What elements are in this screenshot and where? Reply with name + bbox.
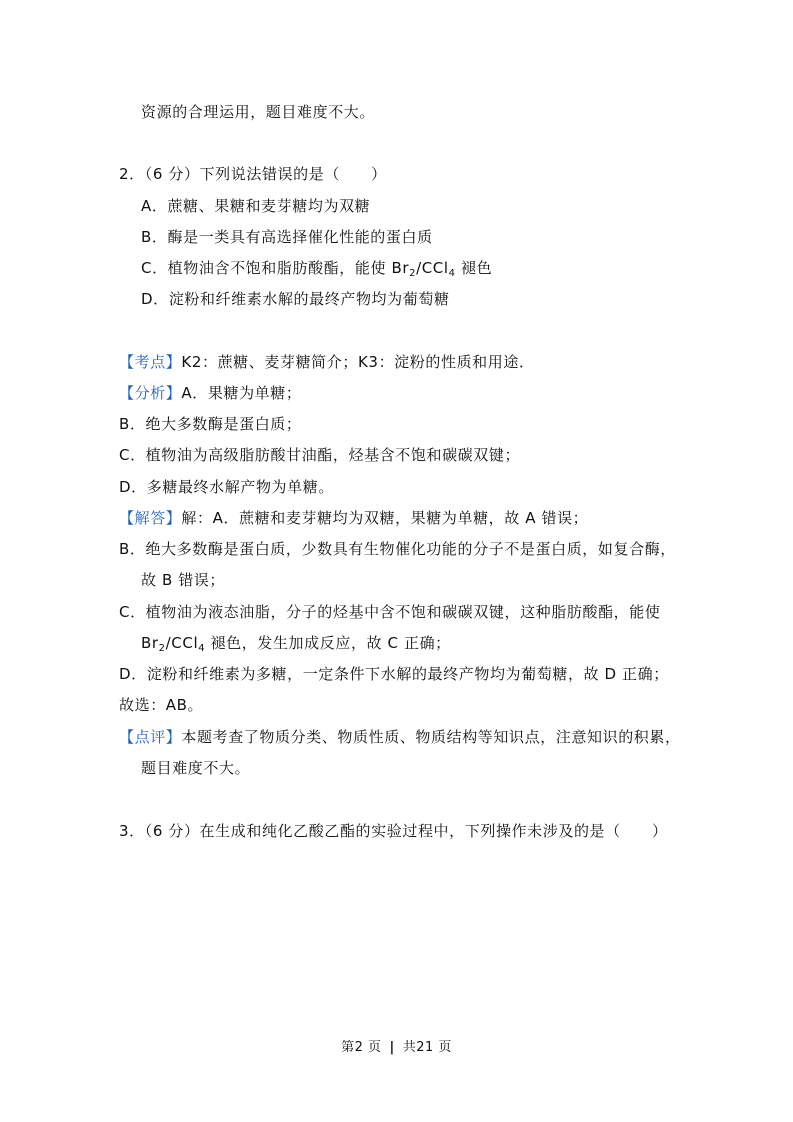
dianping-line-1 — [119, 726, 681, 748]
jieda-line-1 — [119, 507, 588, 529]
jieda-formula-ccl: /CCl — [165, 634, 199, 652]
option-c — [141, 257, 492, 279]
footer-separator: | — [389, 1040, 395, 1055]
jieda-line-4: C．植物油为液态油脂，分子的烃基中含不饱和碳碳双键，这种脂肪酸酯，能使 — [119, 603, 661, 621]
subscript-2: 2 — [158, 643, 166, 654]
kaodian-tag: 【考点】 — [119, 353, 182, 371]
option-b: B．酶是一类具有高选择催化性能的蛋白质 — [141, 228, 433, 246]
option-a: A．蔗糖、果糖和麦芽糖均为双糖 — [141, 197, 371, 215]
option-c-formula: /CCl — [416, 259, 449, 277]
jieda-text-1: 解：A．蔗糖和麦芽糖均为双糖，果糖为单糖，故 A 错误； — [181, 509, 589, 527]
subscript-4: 4 — [448, 268, 456, 279]
jieda-formula-br: Br — [141, 634, 159, 652]
fenxi-text-1: A．果糖为单糖； — [181, 384, 302, 402]
jieda-tag: 【解答】 — [119, 509, 182, 527]
question-3-stem: 3．（6 分）在生成和纯化乙酸乙酯的实验过程中，下列操作未涉及的是（ ） — [119, 822, 668, 840]
page-number: 第2 页 — [341, 1040, 382, 1055]
subscript-2: 2 — [409, 268, 417, 279]
total-pages: 共21 页 — [402, 1040, 452, 1055]
fenxi-line-3: C．植物油为高级脂肪酸甘油酯，烃基含不饱和碳碳双键； — [119, 446, 521, 464]
jieda-text-5: 褪色，发生加成反应，故 C 正确； — [205, 634, 451, 652]
fenxi-line-4: D．多糖最终水解产物为单糖。 — [119, 478, 334, 496]
option-c-text: C．植物油含不饱和脂肪酸酯，能使 Br — [141, 259, 410, 277]
kaodian-text: K2：蔗糖、麦芽糖简介；K3：淀粉的性质和用途． — [181, 353, 535, 371]
option-c-tail: 褪色 — [455, 259, 493, 277]
jieda-line-6: D．淀粉和纤维素为多糖，一定条件下水解的最终产物均为葡萄糖，故 D 正确； — [119, 665, 669, 683]
question-2-stem: 2．（6 分）下列说法错误的是（ ） — [119, 165, 387, 183]
dianping-text-1: 本题考查了物质分类、物质性质、物质结构等知识点，注意知识的积累， — [181, 728, 681, 746]
dianping-tag: 【点评】 — [119, 728, 182, 746]
continuation-line: 资源的合理运用，题目难度不大。 — [141, 103, 376, 121]
option-d: D．淀粉和纤维素水解的最终产物均为葡萄糖 — [141, 290, 450, 308]
jieda-line-2: B．绝大多数酶是蛋白质，少数具有生物催化功能的分子不是蛋白质，如复合酶， — [119, 540, 676, 558]
jieda-line-3: 故 B 错误； — [141, 571, 226, 589]
page-footer — [0, 1039, 793, 1057]
subscript-4: 4 — [198, 643, 206, 654]
dianping-line-2: 题目难度不大。 — [141, 759, 251, 777]
fenxi-tag: 【分析】 — [119, 384, 182, 402]
kaodian-line — [119, 351, 535, 373]
fenxi-line-1 — [119, 382, 301, 404]
fenxi-line-2: B．绝大多数酶是蛋白质； — [119, 415, 302, 433]
jieda-line-7: 故选：AB。 — [119, 696, 204, 714]
jieda-line-5 — [141, 632, 451, 654]
